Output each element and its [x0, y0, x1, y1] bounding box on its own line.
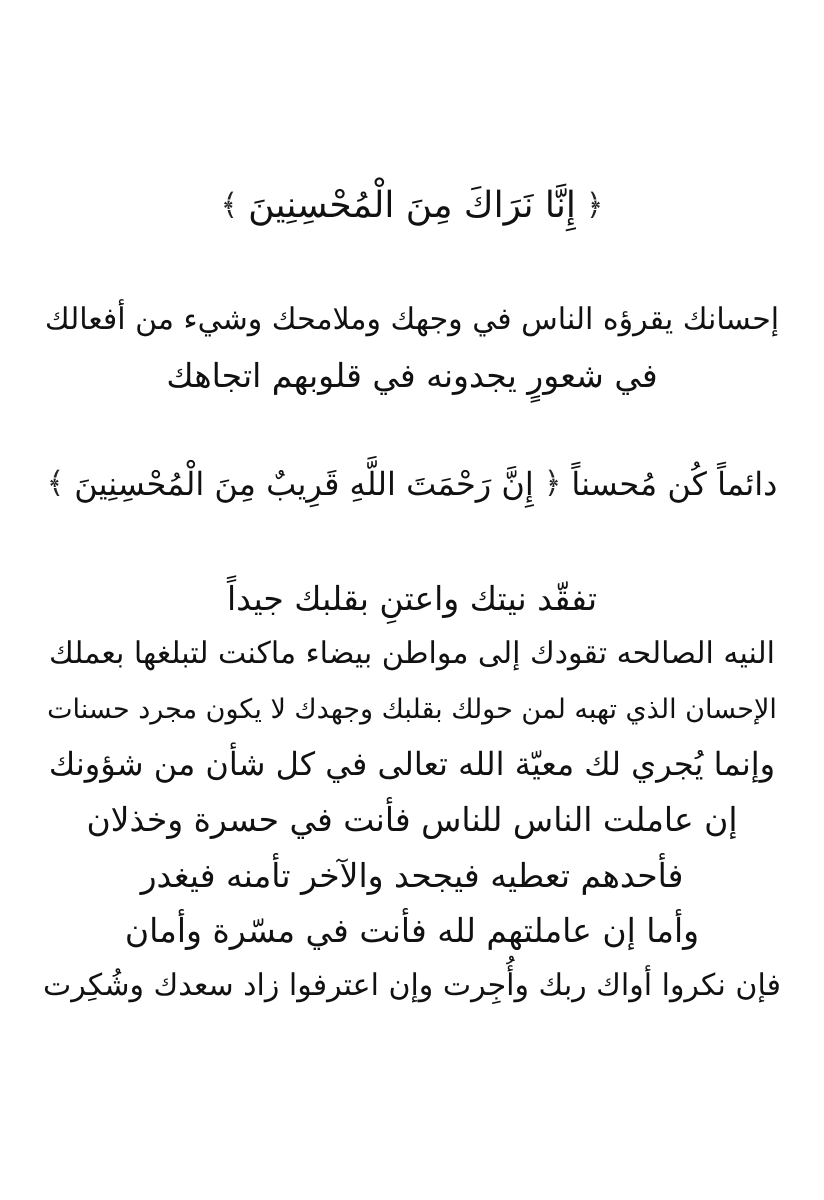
verse-line [40, 460, 784, 508]
title-verse-text: إِنَّا نَرَاكَ مِنَ الْمُحْسِنِينَ [248, 185, 576, 226]
paragraph-1-line-1: إحسانك يقرؤه الناس في وجهك وملامحك وشيء من أفعالك [44, 302, 780, 337]
verse-close-bracket: ﴾ [220, 188, 239, 223]
paragraph-2-line-1: تفقّد نيتك واعتنِ بقلبك جيداً [226, 579, 598, 618]
verse-open-bracket: ﴿ [543, 466, 562, 501]
paragraph-2-line-5: إن عاملت الناس للناس فأنت في حسرة وخذلان [86, 800, 738, 839]
verse-text: إِنَّ رَحْمَتَ اللَّهِ قَرِيبٌ مِنَ الْمُحْسِنِينَ [74, 465, 534, 503]
verse-open-bracket: ﴿ [585, 188, 604, 223]
paragraph-2-line-8: فإن نكروا أواك ربك وأُجِرت وإن اعترفوا زاد سعدك وشُكِرت [43, 968, 781, 1003]
paragraph-2-line-4: وإنما يُجري لك معيّة الله تعالى في كل شأن من شؤونك [48, 745, 776, 783]
verse-close-bracket: ﴾ [46, 466, 65, 501]
paragraph-2-line-3: الإحسان الذي تهبه لمن حولك بقلبك وجهدك لا يكون مجرد حسنات [47, 694, 777, 725]
title-verse-line [40, 182, 784, 230]
paragraph-1-line-2: في شعورٍ يجدونه في قلوبهم اتجاهك [166, 356, 658, 395]
verse-lead-text: دائماً كُن مُحسناً [571, 465, 778, 503]
paragraph-2-line-2: النيه الصالحه تقودك إلى مواطن بيضاء ماكنت لتبلغها بعملك [48, 636, 776, 671]
paragraph-2-line-6: فأحدهم تعطيه فيجحد والآخر تأمنه فيغدر [140, 856, 684, 895]
paragraph-2-line-7: وأما إن عاملتهم لله فأنت في مسّرة وأمان [124, 911, 700, 950]
